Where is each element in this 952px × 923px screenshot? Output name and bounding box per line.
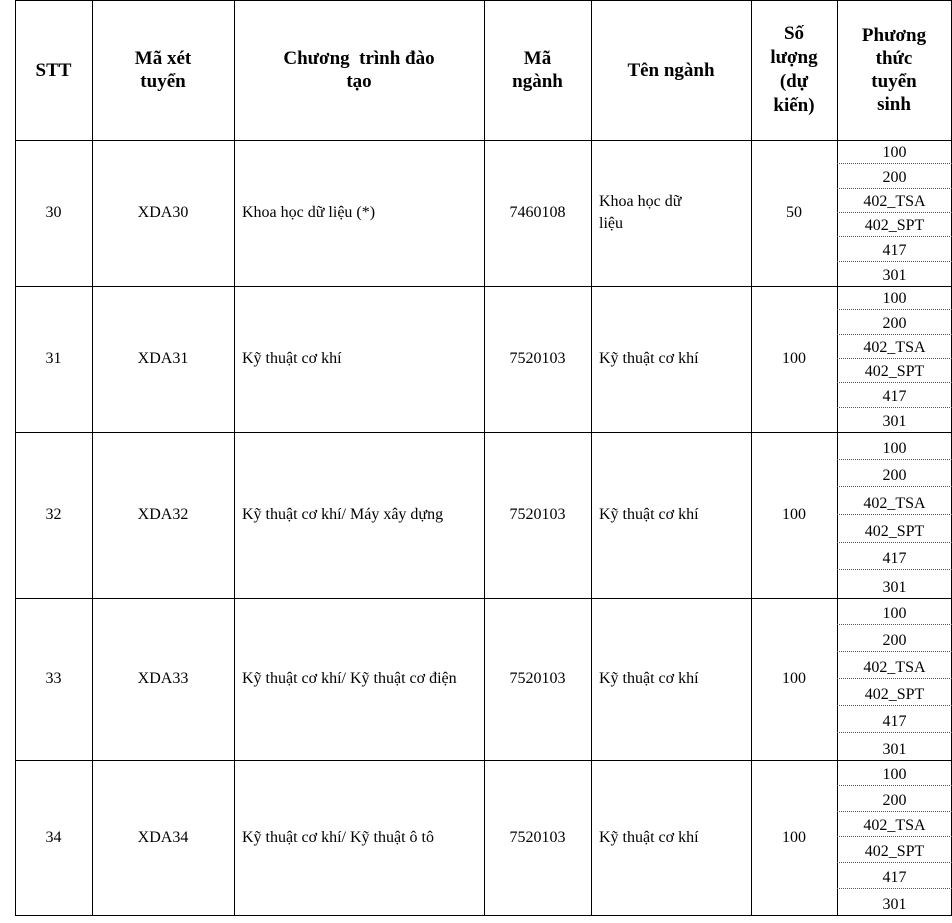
method-code: 402_TSA: [863, 659, 926, 676]
method-code: 100: [882, 605, 907, 622]
method-code: 402_SPT: [864, 217, 925, 235]
cell-ten-nganh-text: Kỹ thuật cơ khí: [599, 670, 699, 687]
method-item: [837, 706, 952, 733]
cell-ma-xet-tuyen: XDA30: [137, 204, 189, 221]
cell-ten-nganh-text: Khoa học dữ liệu: [599, 193, 682, 232]
method-item: [837, 812, 952, 838]
method-item: [837, 889, 952, 915]
method-item: [837, 310, 952, 334]
method-code: 402_SPT: [864, 686, 925, 703]
method-code: 200: [882, 314, 907, 332]
method-code: 417: [882, 550, 907, 568]
cell-ma-nganh: 7520103: [509, 670, 566, 687]
method-item: [837, 460, 952, 488]
method-code: 402_TSA: [863, 192, 926, 210]
method-item: [837, 383, 952, 407]
header-ma-nganh: Mã ngành: [512, 48, 563, 92]
method-item: [837, 262, 952, 286]
method-list: [837, 432, 952, 598]
header-stt: STT: [35, 59, 72, 81]
cell-ten-nganh: [591, 286, 751, 432]
cell-so-luong: 100: [782, 506, 806, 523]
cell-stt: 31: [45, 350, 62, 367]
method-code: 200: [882, 168, 907, 186]
method-item: [837, 570, 952, 598]
method-code: 100: [882, 765, 907, 783]
cell-ma-nganh: 7520103: [509, 350, 566, 367]
cell-stt: 33: [45, 670, 62, 687]
method-list: [837, 286, 952, 432]
cell-ma-xet-tuyen: XDA31: [137, 350, 189, 367]
method-list: [837, 140, 952, 286]
method-list: [837, 598, 952, 760]
method-code: 100: [882, 290, 907, 308]
cell-ma-xet-tuyen: XDA33: [137, 670, 189, 687]
method-code: 200: [882, 467, 907, 485]
cell-chuong-trinh: [234, 286, 484, 432]
cell-ma-xet-tuyen: XDA34: [137, 828, 189, 846]
method-item: [837, 237, 952, 261]
method-list: [837, 760, 952, 915]
method-item: [837, 652, 952, 679]
method-item: [837, 515, 952, 543]
method-code: 301: [882, 741, 907, 758]
header-phuong-thuc: Phương thức tuyển sinh: [861, 25, 927, 115]
method-item: [837, 760, 952, 786]
method-item: [837, 733, 952, 760]
method-item: [837, 359, 952, 383]
cell-ten-nganh: [591, 760, 751, 915]
method-code: 100: [882, 144, 907, 162]
method-code: 200: [882, 791, 907, 809]
method-item: [837, 625, 952, 652]
method-item: [837, 543, 952, 571]
header-ten-nganh: Tên ngành: [627, 59, 715, 81]
header-chuong-trinh: Chương trình đào tạo: [283, 48, 440, 92]
cell-chuong-trinh-text: Kỹ thuật cơ khí: [242, 350, 342, 367]
method-code: 402_SPT: [864, 522, 925, 540]
method-code: 301: [882, 578, 907, 596]
method-item: [837, 164, 952, 188]
method-code: 100: [882, 439, 907, 457]
method-code: 417: [882, 713, 907, 730]
cell-chuong-trinh-text: Khoa học dữ liệu (*): [242, 204, 376, 221]
cell-ma-nganh: 7460108: [509, 204, 566, 221]
cell-so-luong: 100: [782, 670, 806, 687]
method-code: 301: [882, 412, 907, 430]
admissions-table: [15, 0, 952, 916]
cell-chuong-trinh: [234, 432, 484, 598]
method-code: 417: [882, 387, 907, 405]
cell-ma-nganh: 7520103: [509, 506, 566, 523]
cell-ten-nganh: [591, 140, 751, 286]
method-item: [837, 140, 952, 164]
cell-ten-nganh-text: Kỹ thuật cơ khí: [599, 350, 699, 367]
method-code: 402_TSA: [863, 817, 926, 835]
method-item: [837, 598, 952, 625]
cell-chuong-trinh-text: Kỹ thuật cơ khí/ Kỹ thuật cơ điện: [242, 670, 457, 687]
cell-chuong-trinh: [234, 598, 484, 760]
cell-stt: 32: [45, 506, 62, 523]
cell-chuong-trinh: [234, 140, 484, 286]
cell-so-luong: 100: [782, 828, 806, 846]
method-code: 402_TSA: [863, 494, 926, 512]
cell-so-luong: 50: [786, 204, 802, 221]
method-item: [837, 189, 952, 213]
method-item: [837, 335, 952, 359]
method-code: 200: [882, 632, 907, 649]
method-code: 417: [882, 241, 907, 259]
method-code: 301: [882, 895, 907, 913]
method-item: [837, 408, 952, 432]
cell-ten-nganh-text: Kỹ thuật cơ khí: [599, 506, 699, 523]
cell-ma-xet-tuyen: XDA32: [137, 506, 189, 523]
method-item: [837, 679, 952, 706]
method-item: [837, 432, 952, 460]
cell-chuong-trinh: [234, 760, 484, 915]
cell-ten-nganh: [591, 598, 751, 760]
cell-stt: 30: [45, 204, 62, 221]
method-code: 402_SPT: [864, 843, 925, 861]
cell-ten-nganh: [591, 432, 751, 598]
method-item: [837, 286, 952, 310]
method-code: 417: [882, 869, 907, 887]
cell-stt: 34: [45, 828, 62, 846]
method-item: [837, 487, 952, 515]
cell-so-luong: 100: [782, 350, 806, 367]
method-item: [837, 863, 952, 889]
method-item: [837, 213, 952, 237]
method-code: 402_TSA: [863, 338, 926, 356]
method-code: 402_SPT: [864, 363, 925, 381]
header-so-luong: Số lượng (dự kiến): [770, 23, 818, 116]
method-item: [837, 837, 952, 863]
header-ma-xet-tuyen: Mã xét tuyển: [134, 48, 192, 92]
cell-chuong-trinh-text: Kỹ thuật cơ khí/ Kỹ thuật ô tô: [242, 828, 434, 846]
method-item: [837, 786, 952, 812]
cell-ma-nganh: 7520103: [509, 828, 566, 846]
method-code: 301: [882, 266, 907, 284]
cell-ten-nganh-text: Kỹ thuật cơ khí: [599, 828, 699, 846]
cell-chuong-trinh-text: Kỹ thuật cơ khí/ Máy xây dựng: [242, 506, 444, 523]
